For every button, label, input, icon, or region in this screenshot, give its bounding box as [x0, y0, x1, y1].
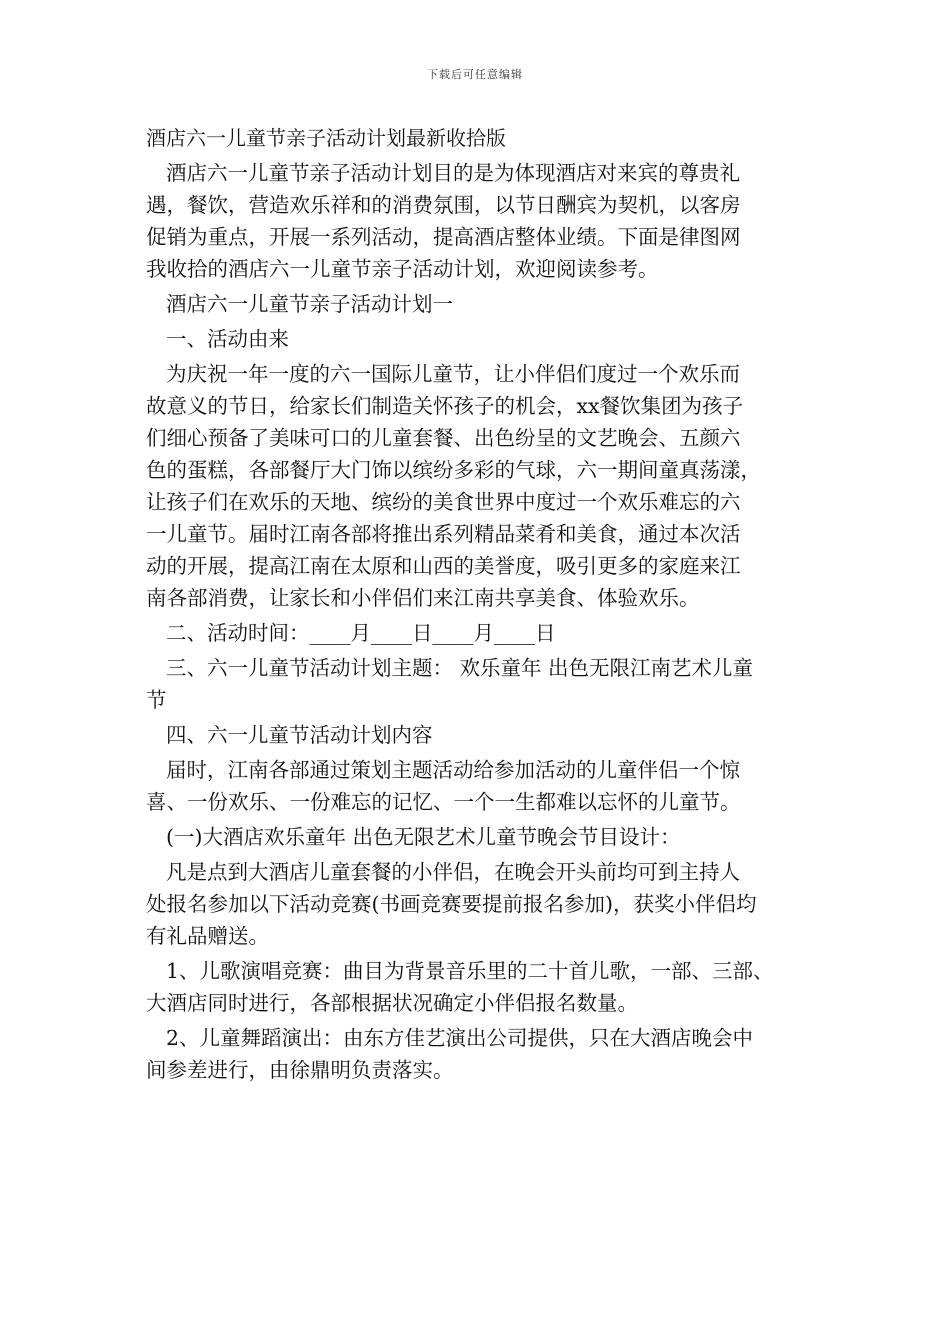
text-line: 喜、一份欢乐、一份难忘的记忆、一个一生都难以忘怀的儿童节。 — [146, 790, 741, 814]
text-line: (一)大酒店欢乐童年 出色无限艺术儿童节晚会节目设计： — [166, 825, 681, 849]
text-line: 三、六一儿童节活动计划主题： 欢乐童年 出色无限江南艺术儿童 — [166, 656, 754, 680]
paragraph-lines — [146, 157, 826, 1086]
text-line: 一儿童节。届时江南各部将推出系列精品菜肴和美食，通过本次活 — [146, 522, 741, 546]
text-line: 我收拾的酒店六一儿童节亲子活动计划，欢迎阅读参考。 — [146, 257, 659, 281]
text-line: 节 — [146, 688, 167, 712]
text-line: 促销为重点，开展一系列活动，提高酒店整体业绩。下面是律图网 — [146, 225, 741, 249]
document-body — [146, 122, 826, 1086]
text-line: 故意义的节日，给家长们制造关怀孩子的机会，xx餐饮集团为孩子 — [146, 394, 744, 418]
text-line: 动的开展，提高江南在太原和山西的美誉度，吸引更多的家庭来江 — [146, 554, 741, 578]
text-line: 1、儿歌演唱竞赛：曲目为背景音乐里的二十首儿歌，一部、三部、 — [166, 959, 774, 983]
text-line: 大酒店同时进行，各部根据状况确定小伴侣报名数量。 — [146, 991, 638, 1015]
text-line: 处报名参加以下活动竞赛(书画竞赛要提前报名参加)，获奖小伴侣均 — [146, 892, 757, 916]
text-line: 间参差进行，由徐鼎明负责落实。 — [146, 1058, 454, 1082]
text-line: 南各部消费，让家长和小伴侣们来江南共享美食、体验欢乐。 — [146, 586, 700, 610]
text-line: 有礼品赠送。 — [146, 924, 269, 948]
text-line: 凡是点到大酒店儿童套餐的小伴侣，在晚会开头前均可到主持人 — [166, 860, 740, 884]
text-line: 一、活动由来 — [166, 327, 289, 351]
text-line: 酒店六一儿童节亲子活动计划一 — [166, 292, 453, 316]
text-line: 为庆祝一年一度的六一国际儿童节，让小伴侣们度过一个欢乐而 — [166, 362, 740, 386]
document-title: 酒店六一儿童节亲子活动计划最新收拾版 — [146, 126, 506, 150]
text-line: 遇，餐饮，营造欢乐祥和的消费氛围，以节日酬宾为契机，以客房 — [146, 193, 741, 217]
text-line: 届时，江南各部通过策划主题活动给参加活动的儿童伴侣一个惊 — [166, 758, 740, 782]
text-line: 让孩子们在欢乐的天地、缤纷的美食世界中度过一个欢乐难忘的六 — [146, 490, 741, 514]
text-line: 酒店六一儿童节亲子活动计划目的是为体现酒店对来宾的尊贵礼 — [166, 161, 740, 185]
text-line: 们细心预备了美味可口的儿童套餐、出色纷呈的文艺晚会、五颜六 — [146, 426, 741, 450]
page-header: 下载后可任意编辑 — [427, 68, 523, 81]
text-line: 四、六一儿童节活动计划内容 — [166, 723, 433, 747]
text-line: 色的蛋糕，各部餐厅大门饰以缤纷多彩的气球，六一期间童真荡漾， — [146, 458, 761, 482]
text-line: 二、活动时间：____月____日____月____日 — [166, 621, 556, 645]
text-line: 2、儿童舞蹈演出：由东方佳艺演出公司提供，只在大酒店晚会中 — [166, 1026, 754, 1050]
